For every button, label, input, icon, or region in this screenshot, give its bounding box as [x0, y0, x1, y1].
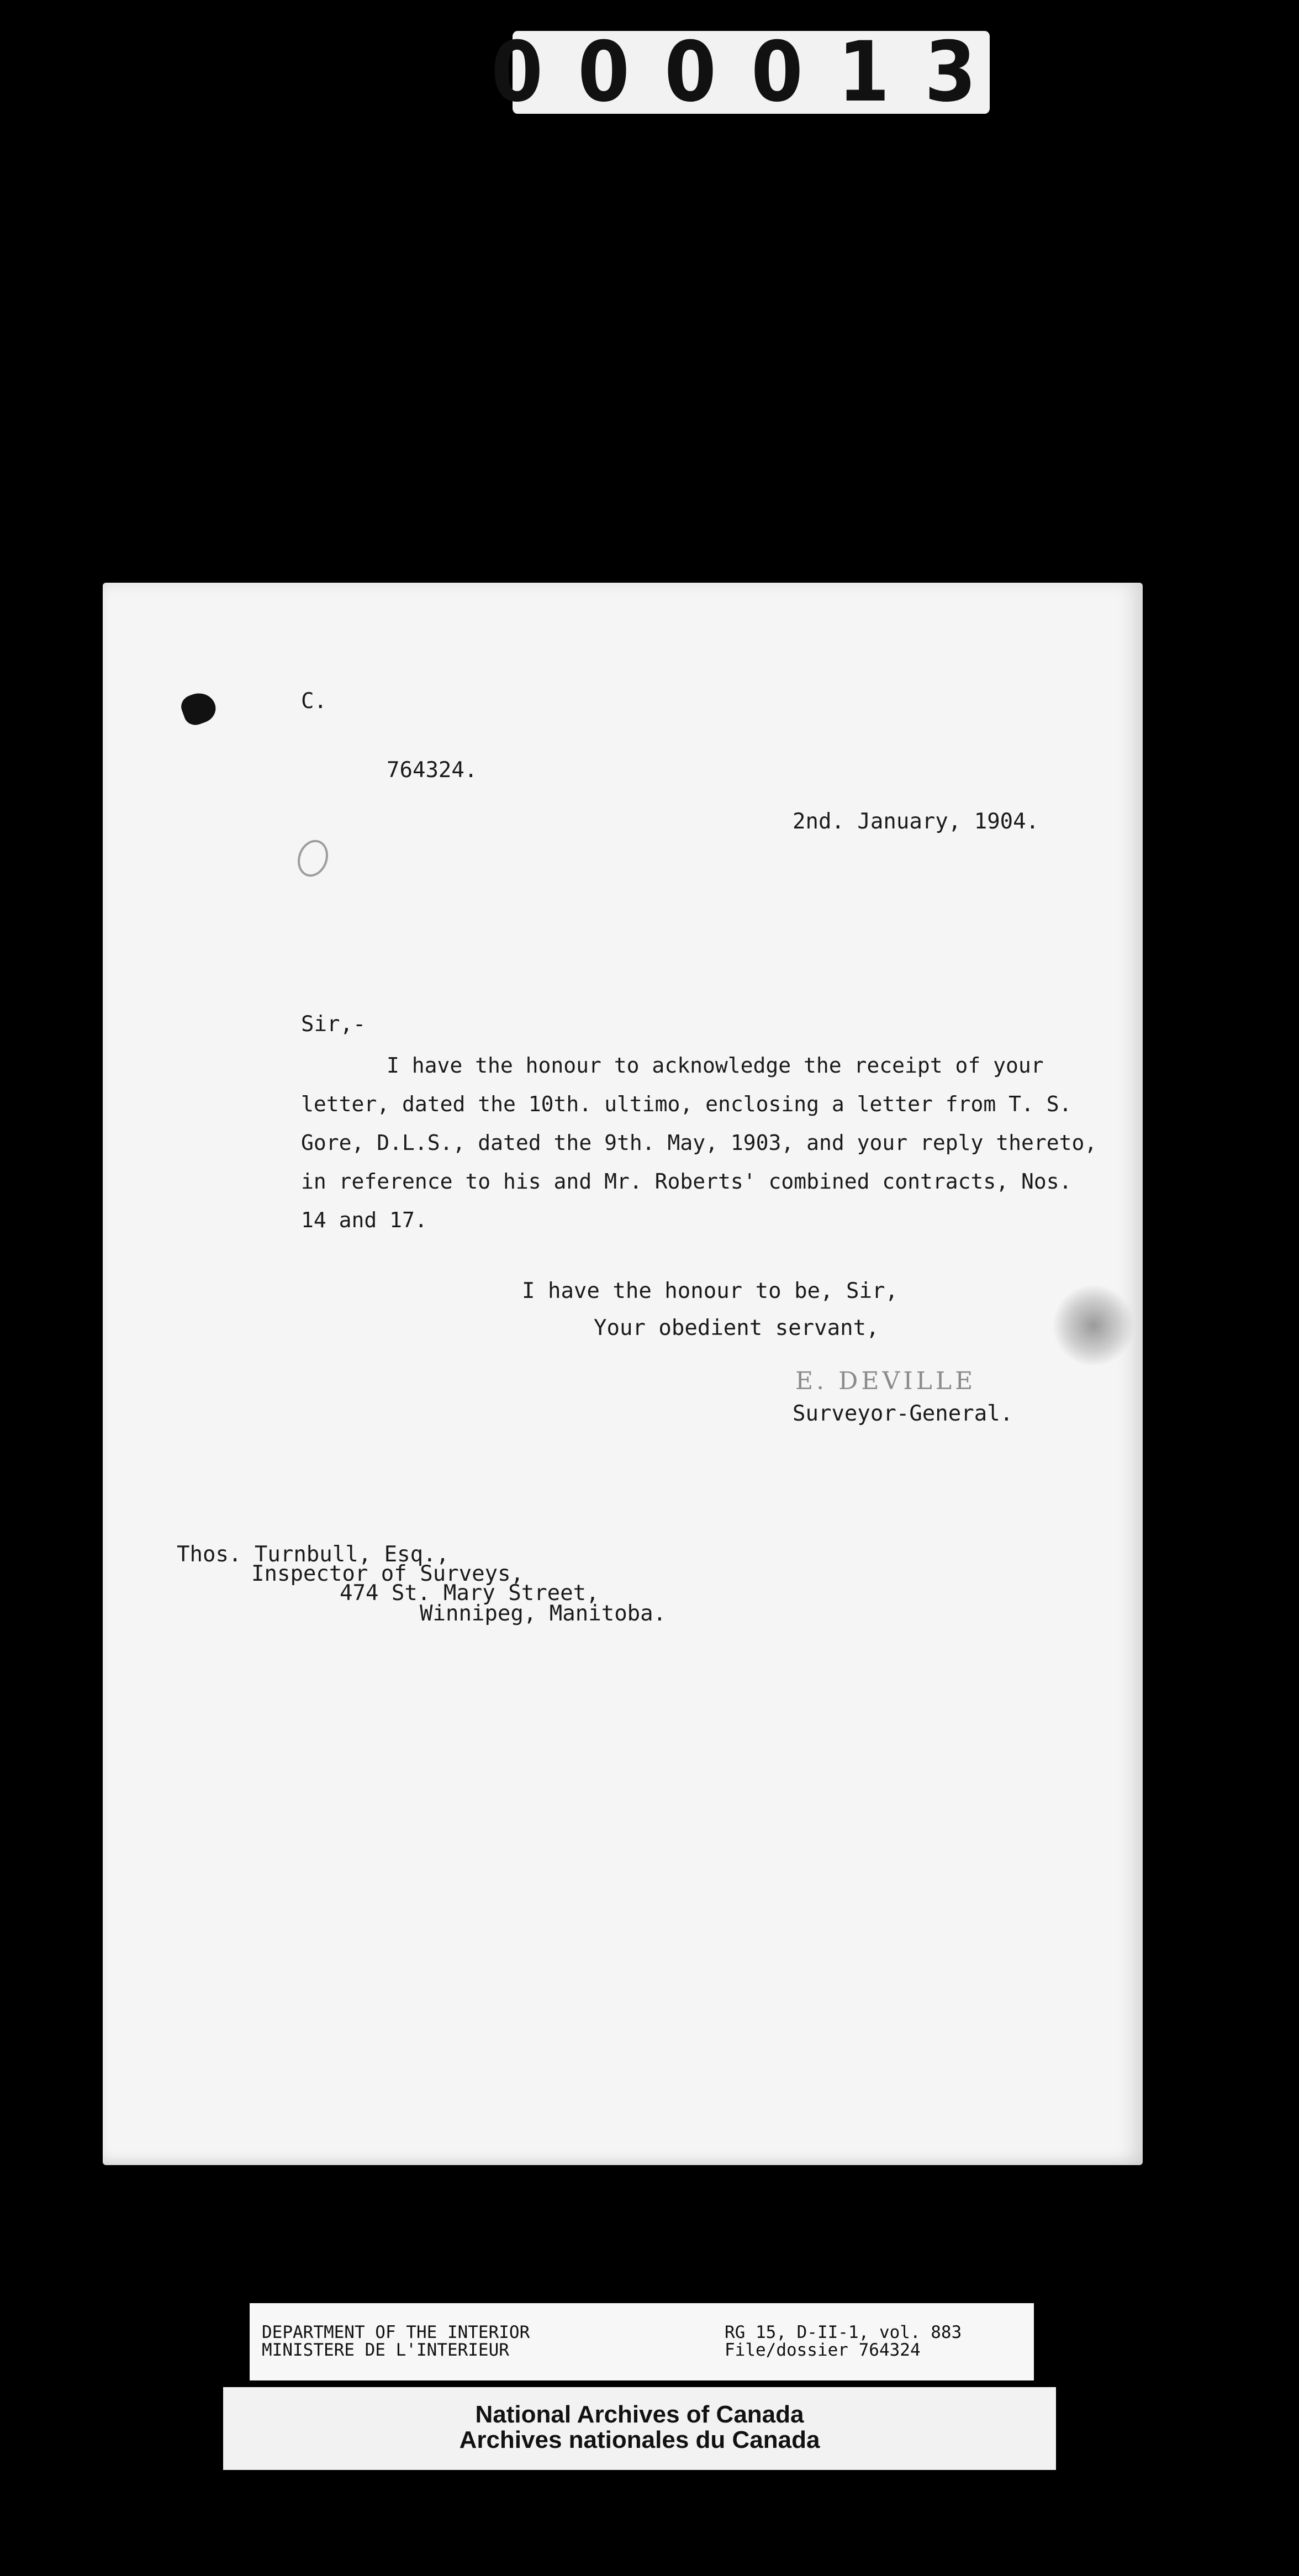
signer-title: Surveyor-General.: [793, 1401, 1013, 1426]
letter-date: 2nd. January, 1904.: [793, 809, 1039, 834]
body-line: in reference to his and Mr. Roberts' combined contracts, Nos.: [301, 1169, 1072, 1194]
file-dossier: File/dossier 764324: [725, 2340, 921, 2360]
archives-en: National Archives of Canada: [475, 2401, 804, 2428]
archives-fr: Archives nationales du Canada: [459, 2426, 820, 2453]
salutation: Sir,-: [301, 1012, 366, 1037]
stamp-smudge: [1052, 1284, 1135, 1367]
letter-initial: C.: [301, 689, 327, 714]
closing-line: I have the honour to be, Sir,: [522, 1279, 898, 1303]
closing-line: Your obedient servant,: [594, 1316, 879, 1340]
file-number: 764324.: [387, 758, 478, 783]
dept-fr: MINISTERE DE L'INTERIEUR: [262, 2340, 509, 2360]
dept-en: DEPARTMENT OF THE INTERIOR: [262, 2322, 530, 2342]
address-line: Thos. Turnbull, Esq.,: [177, 1542, 450, 1567]
body-line: I have the honour to acknowledge the receipt of your: [387, 1053, 1044, 1078]
frame-number-label: 000013: [491, 24, 1011, 120]
address-line: Inspector of Surveys,: [251, 1561, 524, 1586]
record-group: RG 15, D-II-1, vol. 883: [725, 2322, 962, 2342]
body-line: Gore, D.L.S., dated the 9th. May, 1903, and your reply thereto,: [301, 1131, 1097, 1155]
body-line: 14 and 17.: [301, 1208, 427, 1232]
signature-stamp: E. DEVILLE: [795, 1367, 976, 1395]
archives-name-label: [223, 2387, 1056, 2470]
address-line: Winnipeg, Manitoba.: [420, 1601, 667, 1626]
body-line: letter, dated the 10th. ultimo, enclosing a letter from T. S.: [301, 1092, 1072, 1116]
address-line: 474 St. Mary Street,: [340, 1581, 599, 1606]
archive-reference-label: [250, 2303, 1034, 2380]
